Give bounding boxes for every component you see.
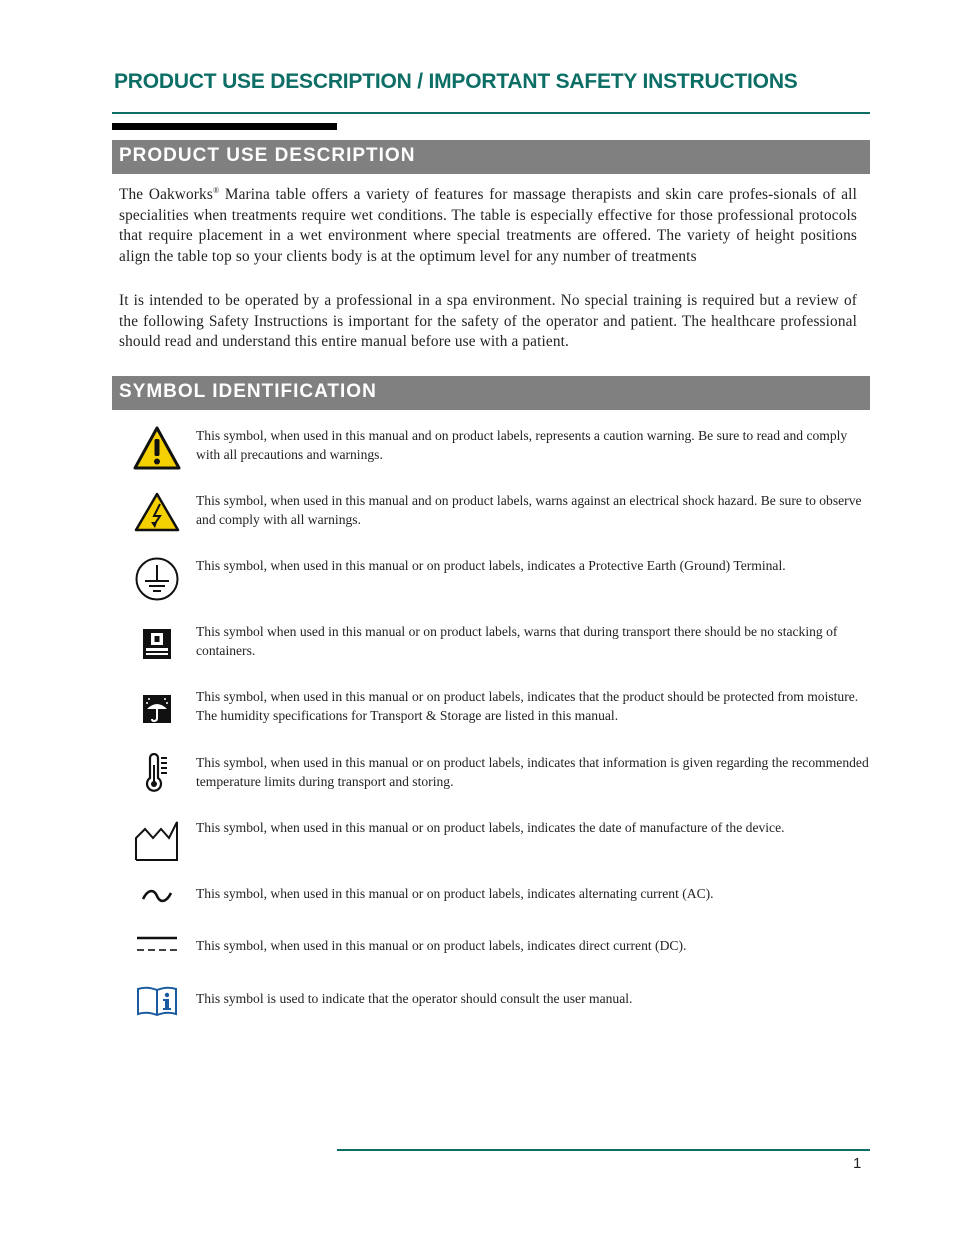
symbol-description: This symbol is used to indicate that the operator should consult the user manual. (196, 991, 633, 1006)
symbol-description: This symbol, when used in this manual or on product labels, indicates a Protective Earth (Ground) Terminal. (196, 558, 786, 573)
symbol-description: This symbol, when used in this manual or on product labels, indicates that the product should be protected from moisture. The humidity specifications for Transport & Storage are listed in this manual. (196, 689, 859, 723)
temperature-limit-icon (132, 753, 182, 799)
keep-dry-icon (132, 694, 182, 740)
symbol-description: This symbol, when used in this manual or on product labels, indicates alternating current (AC). (196, 886, 714, 901)
protective-earth-icon (132, 556, 182, 602)
symbol-description: This symbol when used in this manual or on product labels, warns that during transport there should be no stacking of containers. (196, 624, 838, 658)
no-stacking-icon (132, 628, 182, 674)
symbol-description: This symbol, when used in this manual and on product labels, warns against an electrical shock hazard. Be sure to observe and comply with all warnings. (196, 493, 862, 527)
section-header-symbol-identification (112, 376, 870, 410)
product-description-paragraph: The Oakworks® Marina table offers a variety of features for massage therapists and skin care profes-sionals of all specialities when treatments require wet conditions. The table is especially effective for those professional protocols that require placement in a wet environment where special treatments are offered. The variety of height positions align the table top so your clients body is at the optimum level for any number of treatments (119, 186, 857, 265)
symbol-description: This symbol, when used in this manual or on product labels, indicates that information is given regarding the recommended temperature limits during transport and storing. (196, 755, 869, 789)
page-number: 1 (853, 1155, 862, 1172)
date-of-manufacture-icon (132, 818, 182, 864)
symbol-description: This symbol, when used in this manual or on product labels, indicates the date of manufacture of the device. (196, 820, 785, 835)
decorative-black-bar (112, 123, 337, 130)
consult-manual-icon (132, 985, 182, 1031)
intended-use-paragraph: It is intended to be operated by a professional in a spa environment. No special training is required but a review of the following Safety Instructions is important for the safety of the operator and patient. The healthcare professional should read and understand this entire manual before use with a patient. (119, 292, 857, 351)
symbol-description: This symbol, when used in this manual or on product labels, indicates direct current (DC). (196, 938, 687, 953)
symbol-description: This symbol, when used in this manual and on product labels, represents a caution warning. Be sure to read and comply with all precautions and warnings. (196, 428, 848, 462)
electrical-shock-icon (132, 492, 182, 538)
direct-current-icon (132, 936, 182, 982)
section-heading: SYMBOL IDENTIFICATION (119, 381, 377, 402)
footer-divider (337, 1149, 870, 1151)
title-divider (112, 112, 870, 114)
section-heading: PRODUCT USE DESCRIPTION (119, 145, 416, 166)
section-header-product-use (112, 140, 870, 174)
page-title: PRODUCT USE DESCRIPTION / IMPORTANT SAFETY INSTRUCTIONS (114, 70, 798, 93)
alternating-current-icon (132, 884, 182, 930)
caution-warning-icon (132, 426, 182, 472)
